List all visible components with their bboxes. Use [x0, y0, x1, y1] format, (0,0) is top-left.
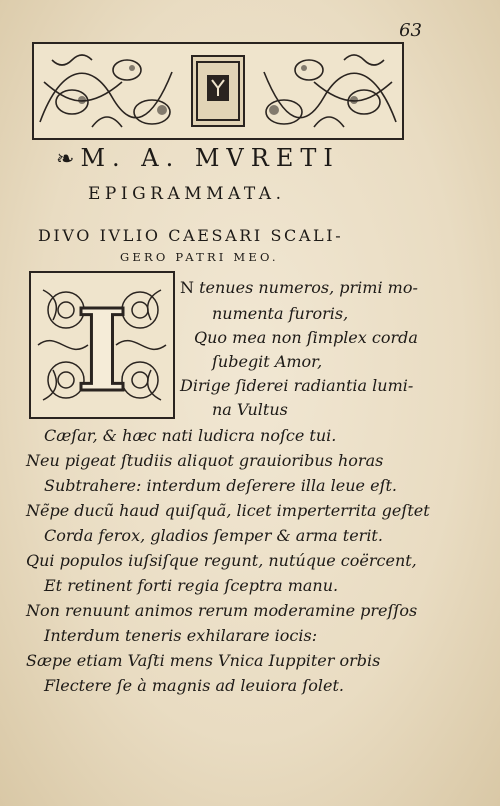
verse-line-2: numenta furoris,: [212, 304, 349, 323]
verse-line-14: Non renuunt animos rerum moderamine preſſos: [26, 601, 418, 620]
verse-line-17: Flectere ſe à magnis ad leuiora ſolet.: [44, 676, 344, 695]
author-title: M. A. MVRETI: [80, 144, 340, 172]
verse-1-lead: N: [180, 278, 200, 297]
drop-cap-letter: I: [75, 286, 129, 417]
verse-line-5: Dirige ſiderei radiantia lumi-: [180, 376, 414, 395]
verse-line-4: ſubegit Amor,: [212, 352, 323, 371]
verse-line-6: na Vultus: [212, 400, 288, 419]
verse-line-12: Qui populos iuſsiſque regunt, nutúque coërcent,: [26, 551, 417, 570]
verse-line-8: Neu pigeat ſtudiis aliquot grauioribus horas: [26, 451, 384, 470]
verse-line-15: Interdum teneris exhilarare iocis:: [44, 626, 318, 645]
title-line-1: [56, 144, 426, 172]
verse-line-3: Quo mea non ſimplex corda: [194, 328, 418, 347]
woodcut-headpiece-ornament: [32, 42, 404, 140]
fleuron-icon: ❧: [56, 147, 75, 172]
verse-line-10: Nẽpe ducũ haud quiſquã, licet imperterrita geſtet: [26, 501, 430, 520]
verse-line-16: Sæpe etiam Vaſti mens Vnica Iuppiter orbis: [26, 651, 381, 670]
dedication-line-1: DIVO IVLIO CAESARI SCALI-: [38, 226, 344, 245]
ornamental-drop-cap: [28, 270, 176, 420]
dedication-line-2: GERO PATRI MEO.: [120, 250, 279, 264]
verse-line-7: Cæſar, & hæc nati ludicra noſce tui.: [44, 426, 337, 445]
verse-line-11: Corda ferox, gladios ſemper & arma terit.: [44, 526, 383, 545]
title-line-2: EPIGRAMMATA.: [88, 184, 286, 204]
page-number: 63: [399, 20, 422, 41]
verse-line-9: Subtrahere: interdum deſerere illa leue eſt.: [44, 476, 398, 495]
verse-line-1: [180, 278, 418, 297]
verse-1-text: tenues numeros, primi mo-: [199, 278, 418, 297]
verse-line-13: Et retinent forti regia ſceptra manu.: [44, 576, 339, 595]
